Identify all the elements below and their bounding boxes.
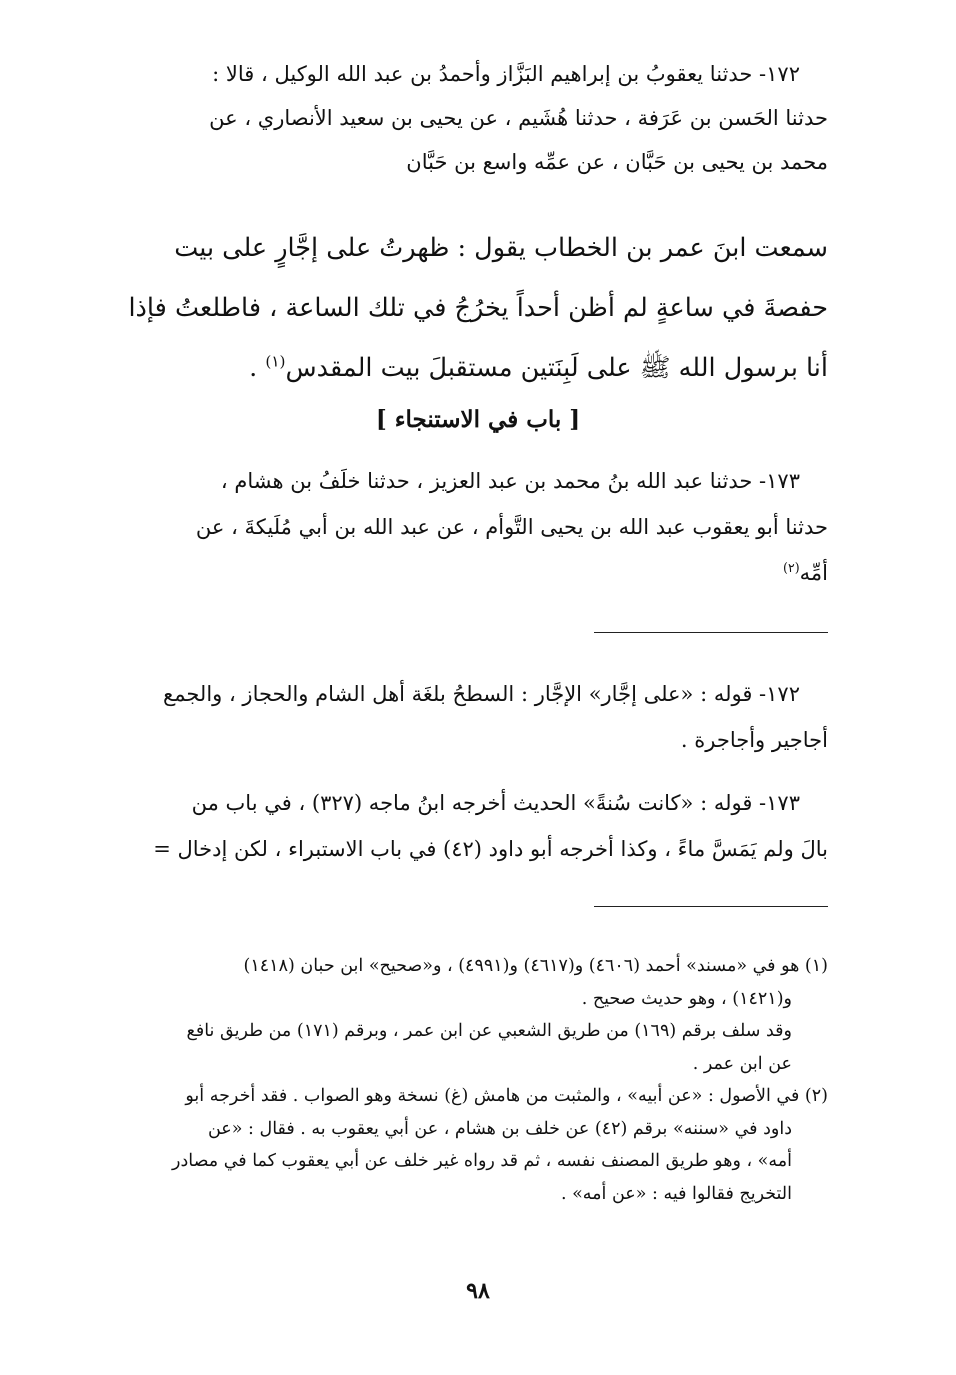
footnote-1-line: (١) هو في «مسند» أحمد (٤٦٠٦) و(٤٦١٧) و(٤٩٩١) ، و«صحيح» ابن حبان (١٤١٨) — [243, 956, 828, 976]
commentary-line: أجاجير وأجاجرة . — [680, 728, 828, 752]
matn-line-text: أنا برسول الله ﷺ على لَبِنَتين مستقبلَ بيت المقدس — [285, 353, 828, 383]
isnad-line: ١٧٣- حدثنا عبد الله بنُ محمد بن عبد العزيز ، حدثنا خلَفُ بن هشام ، — [220, 469, 800, 493]
isnad-line-text: أمِّه — [799, 561, 828, 585]
footnote-1-line: عن ابن عمر . — [692, 1053, 792, 1074]
footnote-2-line: التخريج فقالوا فيه : «عن أمه» . — [560, 1183, 792, 1204]
footnote-2-line: (٢) في الأصول : «عن أبيه» ، والمثبت من هامش (غ) نسخة وهو الصواب . فقد أخرجه أبو — [185, 1086, 828, 1106]
commentary-line: ١٧٢- قوله : «على إجَّار» الإجَّار : السطحُ بلغَة أهل الشام والحجاز ، والجمع — [163, 682, 800, 706]
matn-end: . — [249, 353, 266, 383]
footnote-2-line: أمه» ، وهو طريق المصنف نفسه ، ثم قد رواه غير خلف عن أبي يعقوب كما في مصادر — [172, 1151, 792, 1171]
commentary-divider — [594, 632, 828, 633]
commentary-173 — [128, 780, 828, 872]
isnad-line: ١٧٢- حدثنا يعقوبُ بن إبراهيم البَزَّاز وأحمدُ بن عبد الله الوكيل ، قالا : — [212, 62, 800, 86]
chapter-heading: [ باب في الاستنجاء ] — [375, 406, 581, 433]
footnote-2-line: داود في «سننه» برقم (٤٢) عن خلف بن هشام ، عن أبي يعقوب به . فقال : «عن — [207, 1118, 792, 1139]
footnote-marker-1: (١) — [265, 352, 286, 371]
commentary-line: بالَ ولم يَمَسَّ ماءً ، وكذا أخرجه أبو داود (٤٢) في باب الاستبراء ، لكن إدخال = — [153, 837, 828, 861]
isnad-line — [128, 550, 828, 596]
matn-line: سمعت ابنَ عمر بن الخطاب يقول : ظهرتُ على إجَّارٍ على بيت — [174, 233, 828, 263]
commentary-line: ١٧٣- قوله : «كانت سُنةً» الحديث أخرجه ابنُ ماجه (٣٢٧) ، في باب من — [191, 791, 800, 815]
isnad-line: حدثنا أبو يعقوب عبد الله بن يحيى التَّوأم ، عن عبد الله بن أبي مُلَيكةَ ، عن — [195, 515, 828, 539]
hadith-172-isnad — [128, 52, 828, 184]
isnad-line: حدثنا الحَسن بن عَرَفة ، حدثنا هُشَيم ، عن يحيى بن سعيد الأنصاري ، عن — [209, 106, 828, 130]
matn-line — [128, 338, 828, 398]
matn-line: حفصةَ في ساعةٍ لم أظن أحداً يخرُجُ في تلك الساعة ، فاطلعتُ فإذا — [128, 293, 828, 323]
hadith-172-matn — [128, 218, 828, 398]
footnote-1-line: و(١٤٢١) ، وهو حديث صحيح . — [581, 988, 792, 1009]
page-number: ٩٨ — [466, 1278, 490, 1304]
hadith-173-isnad — [128, 458, 828, 596]
footnotes-divider — [594, 906, 828, 907]
isnad-line: محمد بن يحيى بن حَبَّان ، عن عمِّه واسع بن حَبَّان — [406, 150, 828, 174]
footnote-marker-2: (٢) — [783, 560, 800, 575]
footnote-1-line: وقد سلف برقم (١٦٩) من طريق الشعبي عن ابن عمر ، وبرقم (١٧١) من طريق نافع — [186, 1021, 792, 1041]
footnotes — [128, 950, 828, 1210]
commentary-172 — [128, 671, 828, 763]
